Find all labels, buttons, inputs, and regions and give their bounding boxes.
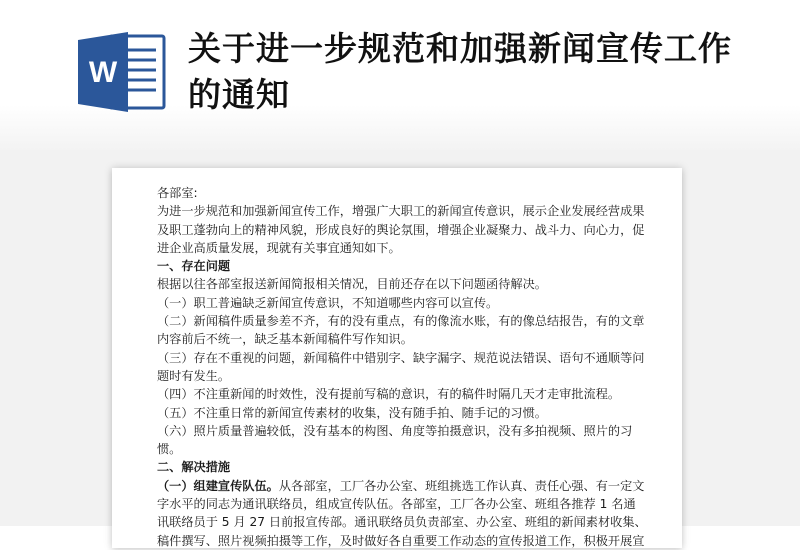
section-lead: 根据以往各部室报送新闻简报相关情况，目前还存在以下问题函待解决。 <box>157 277 547 292</box>
document-body <box>157 184 647 550</box>
word-document-icon <box>76 30 168 114</box>
issue-item: （六）照片质量普遍较低，没有基本的构图、角度等拍摄意识，没有多拍视频、照片的习惯。 <box>157 423 633 457</box>
section-heading: 一、存在问题 <box>157 259 231 274</box>
intro-paragraph: 为进一步规范和加强新闻宣传工作，增强广大职工的新闻宣传意识，展示企业发展经营成果及职工蓬勃向上的精神风貌，形成良好的舆论氛围，增强企业凝聚力、战斗力、向心力，促进企业高质量发展，现就有关事宜通知如下。 <box>157 204 645 255</box>
word-icon-letter: W <box>88 56 118 89</box>
measure-title: （一）组建宣传队伍。 <box>157 478 279 493</box>
salutation: 各部室: <box>157 186 198 200</box>
issue-item: （二）新闻稿件质量参差不齐，有的没有重点，有的像流水账，有的像总结报告，有的文章内容前后不统一，缺乏基本新闻稿件写作知识。 <box>157 314 645 347</box>
issue-item: （一）职工普遍缺乏新闻宣传意识，不知道哪些内容可以宣传。 <box>157 295 499 310</box>
issue-item: （四）不注重新闻的时效性，没有提前写稿的意识，有的稿件时隔几天才走审批流程。 <box>157 387 621 402</box>
issue-item: （三）存在不重视的问题，新闻稿件中错别字、缺字漏字、规范说法错误、语句不通顺等问题时有发生。 <box>157 350 645 383</box>
document-title: 关于进一步规范和加强新闻宣传工作的通知 <box>188 29 732 114</box>
measure-paragraph <box>157 477 647 550</box>
document-page <box>112 168 682 548</box>
issue-item: （五）不注重日常的新闻宣传素材的收集，没有随手拍、随手记的习惯。 <box>157 405 547 420</box>
measure-text: 从各部室，工厂各办公室、班组挑选工作认真、责任心强、有一定文字水平的同志为通讯联络员，组成宣传队伍。各部室，工厂各办公室、班组各推荐 1 名通讯联络员于 5 月 27 日前报宣传部。通讯联络员负责部室、办公室、班组的新闻素材收集、稿件撰写、照片视频拍摄等工作，及时做好各自重要工作动态的宣传报道工作，积极开展宣 <box>157 478 647 548</box>
section-heading: 二、解决措施 <box>157 460 231 475</box>
